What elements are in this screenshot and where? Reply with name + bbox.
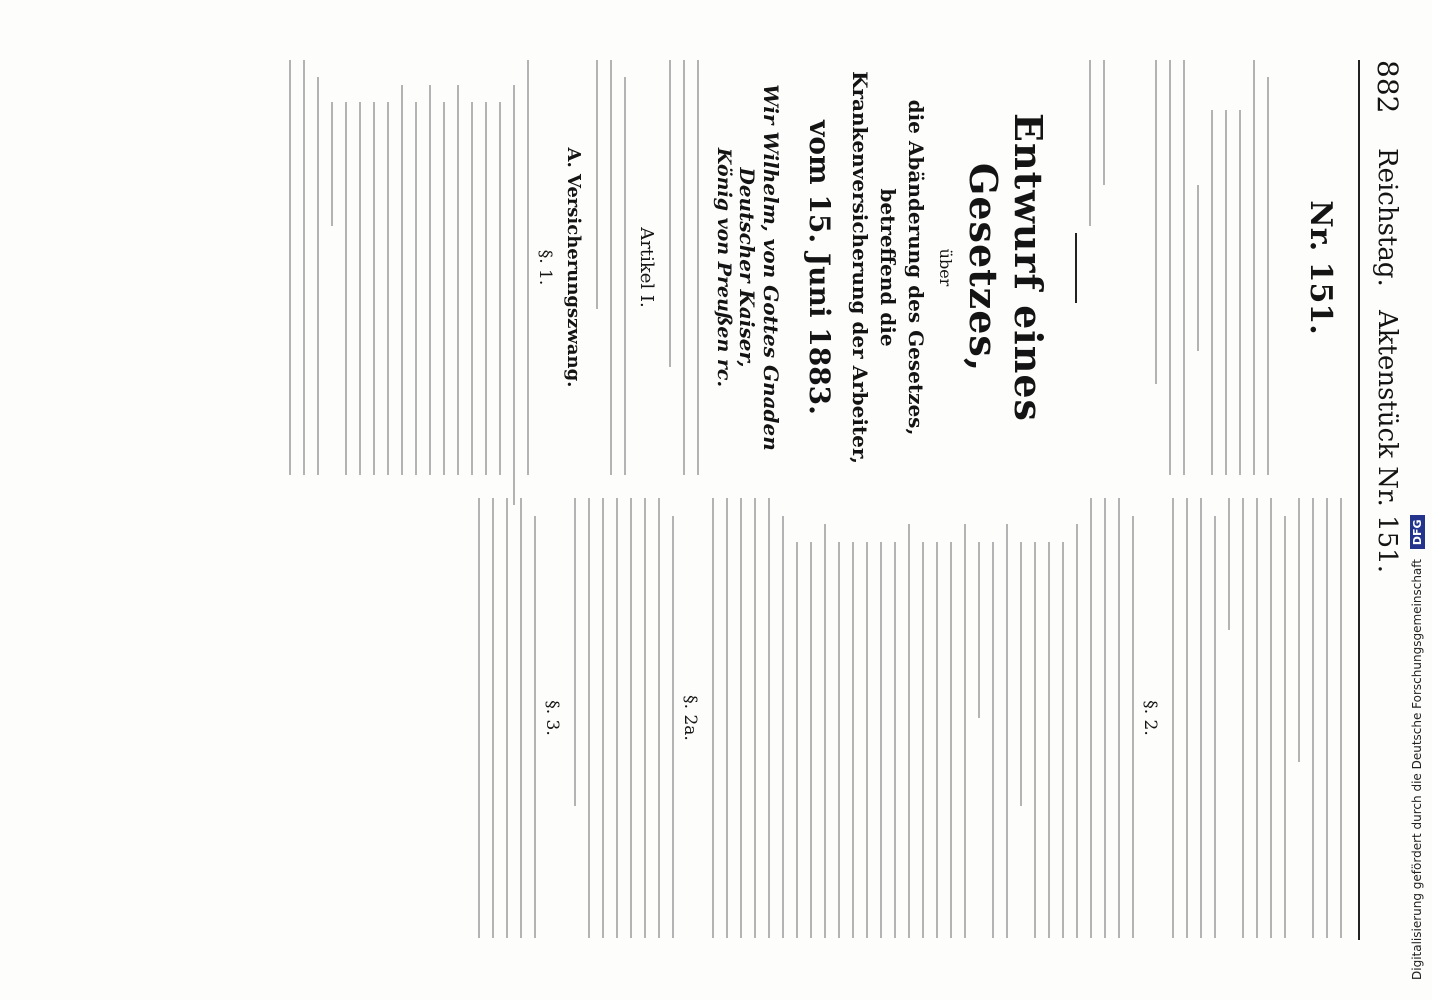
signature-line-placeholder	[1121, 60, 1143, 475]
digitization-credit	[1402, 0, 1432, 1000]
article-heading: Artikel I.	[636, 227, 657, 308]
enacting-formula-subtitle: König von Preußen rc.	[713, 147, 735, 388]
paragraph-2-heading: §. 2.	[1140, 700, 1160, 736]
section-divider	[1075, 233, 1077, 303]
enacting-text	[669, 60, 699, 475]
item-number: Aktenstück Nr. 151.	[1372, 310, 1402, 573]
publication-name: Reichstag.	[1372, 148, 1402, 287]
paragraph-1-heading: §. 1.	[535, 249, 555, 286]
letter-text-block	[1155, 60, 1269, 475]
bill-title: Entwurf eines Gesetzes,	[961, 113, 1051, 422]
right-column	[36, 498, 1346, 938]
header-rule	[1358, 60, 1360, 940]
credit-text: Digitalisierung gefördert durch die Deutsche Forschungsgemeinschaft	[1410, 558, 1424, 980]
article-intro-text	[596, 60, 626, 475]
page-number: 882	[1371, 60, 1404, 114]
addressee-block	[1089, 60, 1105, 475]
paragraph-3-text	[478, 498, 536, 938]
enacting-formula-title: Wir Wilhelm, von Gottes Gnaden Deutscher Kaiser,	[735, 84, 783, 451]
continued-text-top	[1172, 498, 1342, 938]
left-column	[36, 60, 1346, 475]
signature-block	[1121, 60, 1143, 475]
paragraph-3-heading: §. 3.	[542, 700, 562, 736]
paragraph-2a-text	[574, 498, 674, 938]
document-number: Nr. 151.	[1303, 200, 1338, 335]
bill-subject: die Abänderung des Gesetzes, betreffend die Krankenversicherung der Arbeiter,	[848, 71, 928, 464]
dfg-logo-icon: DFG	[1410, 515, 1425, 549]
bill-date: vom 15. Juni 1883.	[803, 120, 836, 415]
paragraph-1-text	[289, 60, 529, 475]
paragraph-2-text	[712, 498, 1134, 938]
paragraph-2a-heading: §. 2a.	[680, 695, 700, 741]
title-connector: über	[936, 248, 955, 287]
section-a-heading: A. Versicherungszwang.	[563, 147, 584, 388]
